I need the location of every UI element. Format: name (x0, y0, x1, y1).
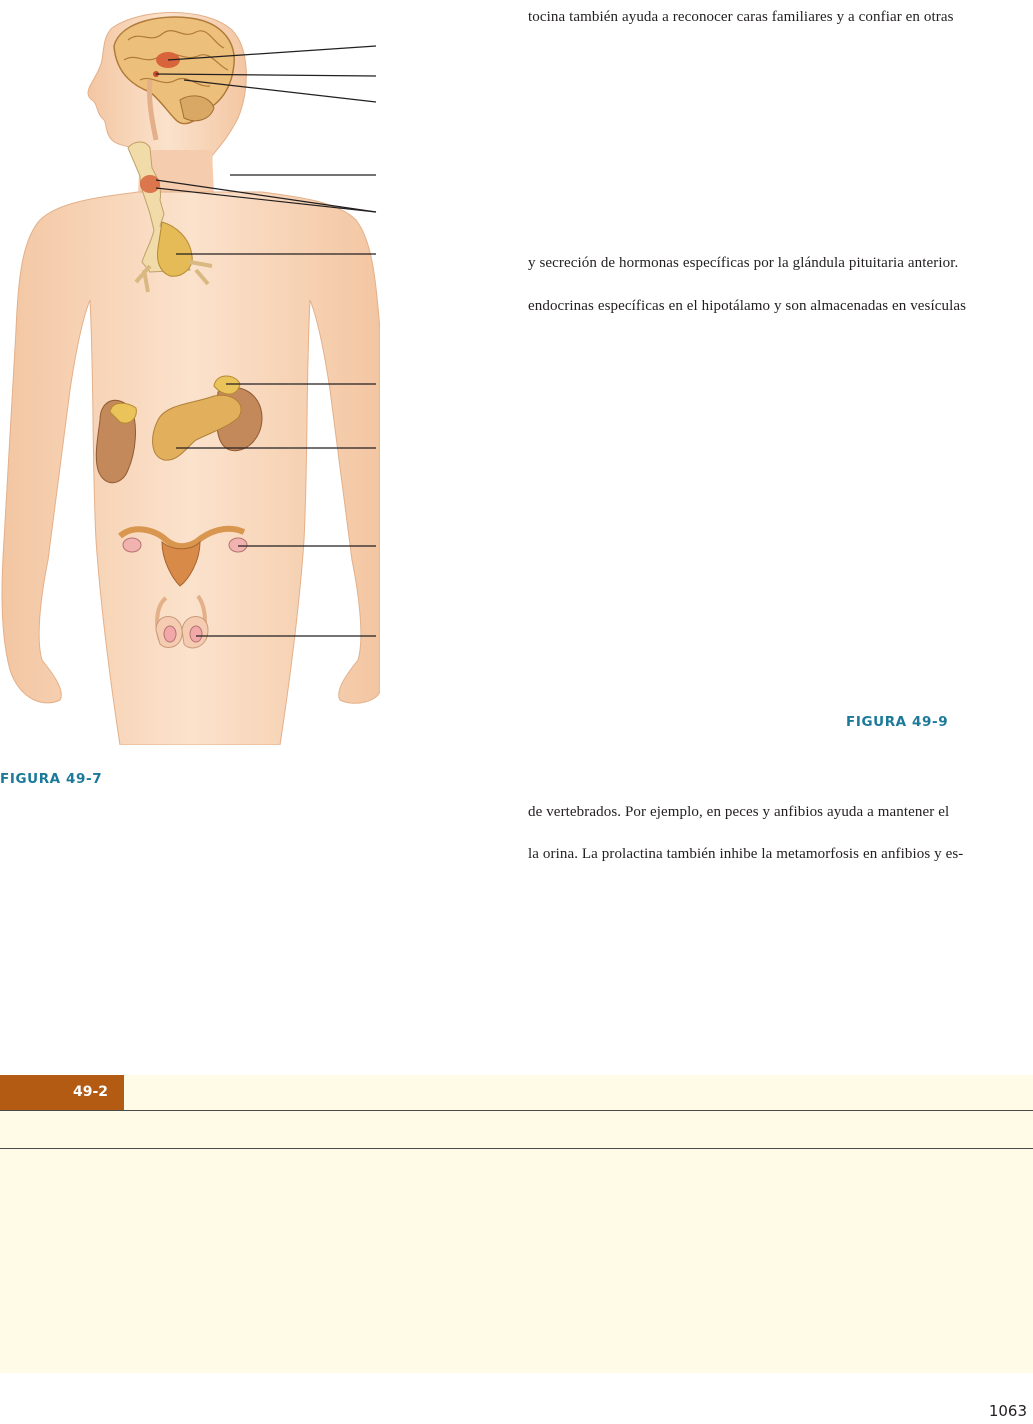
table-header-rule (0, 1110, 1033, 1111)
figure-caption-49-9: FIGURA 49-9 (846, 714, 949, 730)
body-text-line: tocina también ayuda a reconocer caras familiares y a confiar en otras (528, 9, 954, 25)
body-text-line: de vertebrados. Por ejemplo, en peces y anfibios ayuda a mantener el (528, 804, 950, 820)
table-number-tab: 49-2 (0, 1075, 124, 1110)
endocrine-system-illustration (0, 0, 380, 745)
body-text-line: la orina. La prolactina también inhibe la metamorfosis en anfibios y es- (528, 846, 964, 862)
table-header-bottom-rule (0, 1148, 1033, 1149)
page-number: 1063 (988, 1402, 1027, 1420)
figure-caption-49-7: FIGURA 49-7 (0, 771, 103, 787)
body-text-line: endocrinas específicas en el hipotálamo y son almacenadas en vesículas (528, 298, 967, 314)
body-text-line: y secreción de hormonas específicas por la glándula pituitaria anterior. (528, 255, 959, 271)
table-background (0, 1075, 1033, 1373)
